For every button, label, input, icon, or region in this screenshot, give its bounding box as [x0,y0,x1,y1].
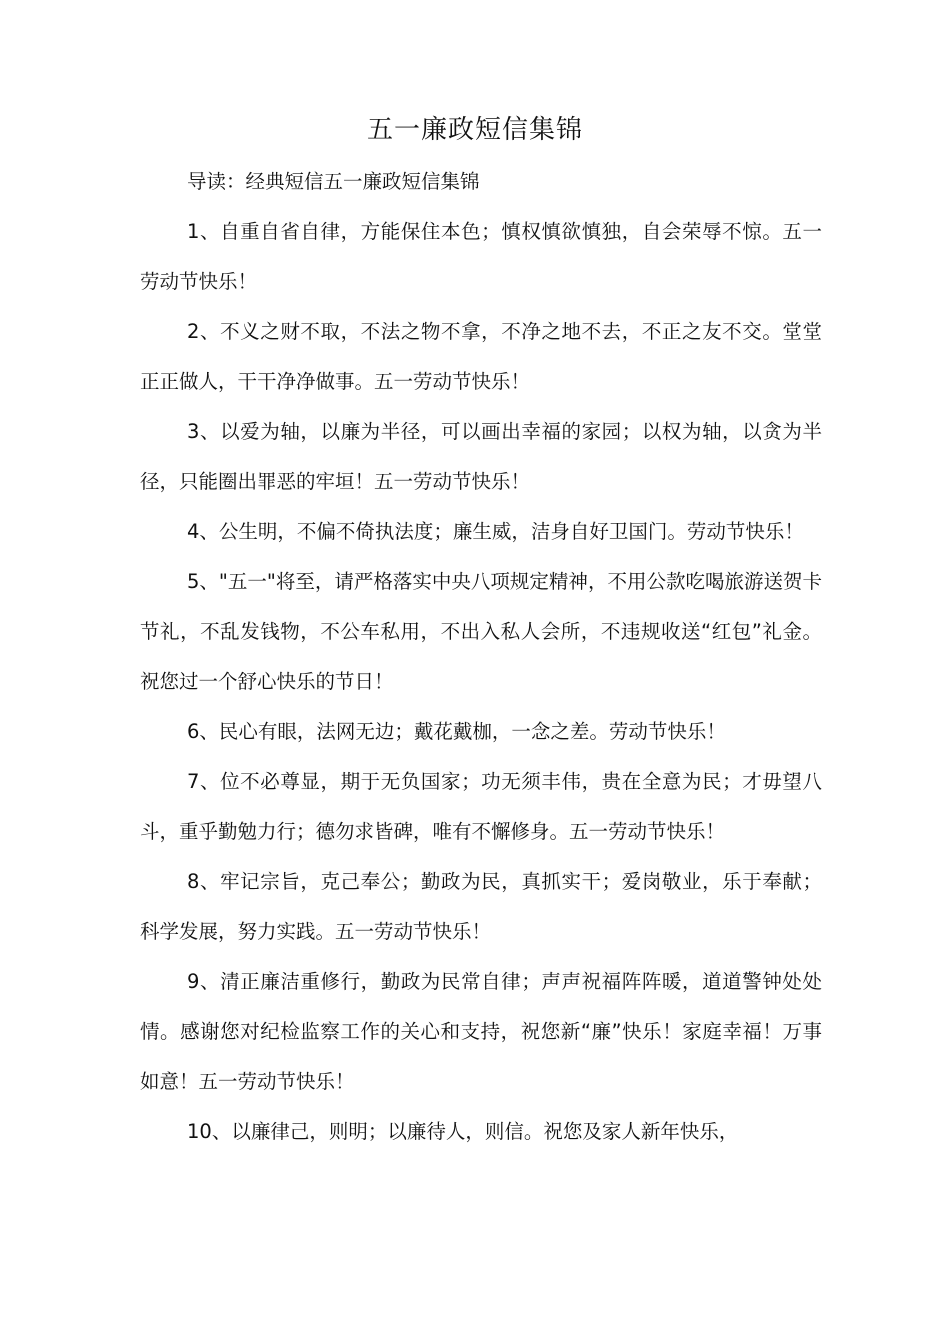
message-paragraph-6: 6、民心有眼，法网无边；戴花戴枷，一念之差。劳动节快乐！ [187,720,726,743]
document-title: 五一廉政短信集锦 [366,115,583,145]
intro-paragraph: 导读：经典短信五一廉政短信集锦 [187,170,480,193]
message-paragraph-2: 2、不义之财不取，不法之物不拿，不净之地不去，不正之友不交。堂堂正正做人，干干净净做事。五一劳动节快乐！ [140,320,822,393]
message-paragraph-1: 1、自重自省自律，方能保住本色；慎权慎欲慎独，自会荣辱不惊。五一劳动节快乐！ [140,220,822,293]
message-paragraph-9: 9、清正廉洁重修行，勤政为民常自律；声声祝福阵阵暖，道道警钟处处情。感谢您对纪检监察工作的关心和支持，祝您新“廉”快乐！家庭幸福！万事如意！五一劳动节快乐！ [140,970,822,1093]
message-paragraph-8: 8、牢记宗旨，克己奉公；勤政为民，真抓实干；爱岗敬业，乐于奉献；科学发展，努力实践。五一劳动节快乐！ [140,870,822,943]
message-paragraph-10: 10、以廉律己，则明；以廉待人，则信。祝您及家人新年快乐， [187,1120,739,1143]
message-paragraph-7: 7、位不必尊显，期于无负国家；功无须丰伟，贵在全意为民；才毋望八斗，重乎勤勉力行；德勿求皆碑，唯有不懈修身。五一劳动节快乐！ [140,770,822,843]
message-paragraph-3: 3、以爱为轴，以廉为半径，可以画出幸福的家园；以权为轴，以贪为半径，只能圈出罪恶的牢垣！五一劳动节快乐！ [140,420,822,493]
message-paragraph-5: 5、"五一"将至，请严格落实中央八项规定精神，不用公款吃喝旅游送贺卡节礼，不乱发钱物，不公车私用，不出入私人会所，不违规收送“红包”礼金。祝您过一个舒心快乐的节日！ [140,570,822,693]
message-paragraph-4: 4、公生明，不偏不倚执法度；廉生威，洁身自好卫国门。劳动节快乐！ [187,520,804,543]
document-body [140,157,822,1157]
